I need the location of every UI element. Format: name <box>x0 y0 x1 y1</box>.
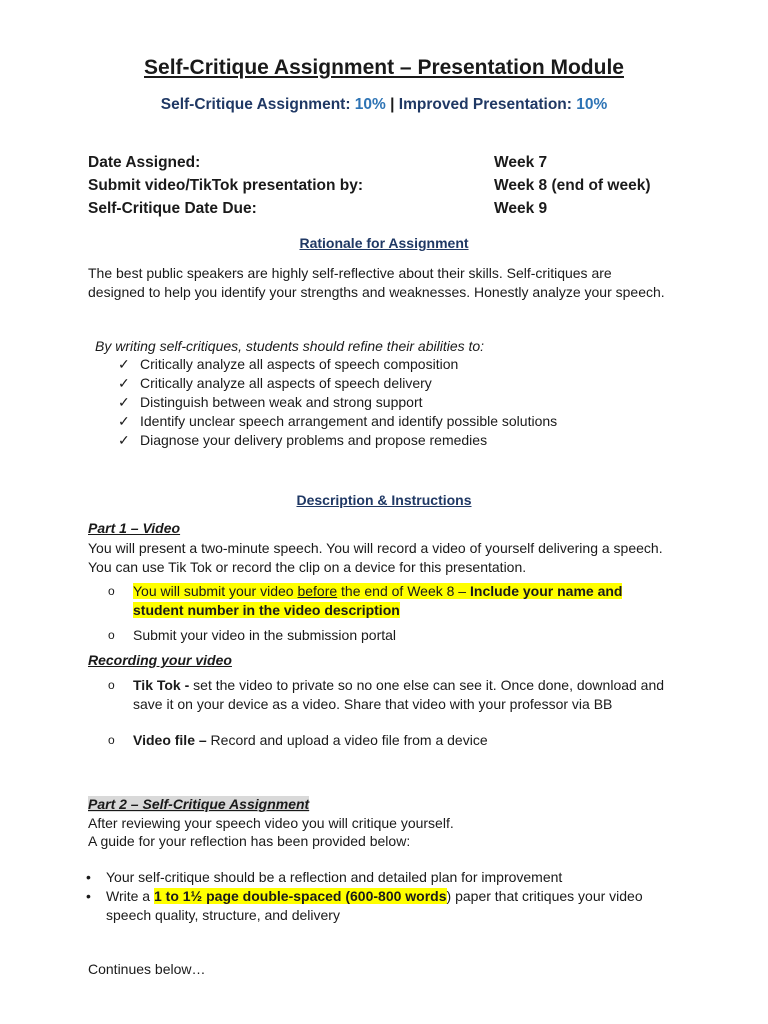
date-row-due <box>88 200 688 222</box>
date-value: Week 8 (end of week) <box>494 177 651 194</box>
part1-paragraph: You will present a two-minute speech. You will record a video of yourself delivering a speech. You can use Tik Tok or record the clip on a device for this presentation. <box>88 540 663 575</box>
checklist-item: ✓ Diagnose your delivery problems and propose remedies <box>118 432 488 448</box>
part2-bullet-reflection: • Your self-critique should be a reflection and detailed plan for improvement <box>86 869 563 885</box>
date-label: Submit video/TikTok presentation by: <box>88 177 364 194</box>
recording-title: Recording your video <box>88 652 232 668</box>
date-row-submit <box>88 177 688 199</box>
part2-line1: After reviewing your speech video you will critique yourself. <box>88 815 454 831</box>
checklist-item: ✓ Critically analyze all aspects of speech delivery <box>118 375 432 391</box>
weight-label-improved: Improved Presentation: <box>398 96 572 113</box>
date-label: Date Assigned: <box>88 154 201 171</box>
checklist-item: ✓ Distinguish between weak and strong support <box>118 394 423 410</box>
date-row-assigned <box>88 154 688 176</box>
recording-video-file: o Video file – Record and upload a video file from a device <box>108 732 488 748</box>
checkmark-icon: ✓ <box>118 375 130 391</box>
hollow-bullet-icon: o <box>108 628 115 642</box>
part2-bullet-length: • Write a 1 to 1½ page double-spaced (600-800 words) paper that critiques your video speech quality, structure, and delivery <box>86 888 643 923</box>
checkmark-icon: ✓ <box>118 413 130 429</box>
rationale-paragraph: The best public speakers are highly self-reflective about their skills. Self-critiques are designed to help you identify your strengths and weaknesses. Honestly analyze your speech. <box>88 265 665 300</box>
grading-weights <box>0 96 768 114</box>
weight-separator: | <box>390 96 395 113</box>
hollow-bullet-icon: o <box>108 584 115 598</box>
part1-item-portal: o Submit your video in the submission portal <box>108 627 397 643</box>
description-heading: Description & Instructions <box>296 492 472 508</box>
checklist-item: ✓ Identify unclear speech arrangement and identify possible solutions <box>118 413 558 429</box>
bullet-icon: • <box>86 869 91 885</box>
weight-value-self-critique: 10% <box>354 96 386 113</box>
part2-line2: A guide for your reflection has been provided below: <box>88 833 411 849</box>
checkmark-icon: ✓ <box>118 394 130 410</box>
continues-note: Continues below… <box>88 961 206 977</box>
date-value: Week 9 <box>494 200 548 217</box>
page-title: Self-Critique Assignment – Presentation Module <box>144 56 624 79</box>
checklist-item: ✓ Critically analyze all aspects of speech composition <box>118 356 459 372</box>
date-value: Week 7 <box>494 154 548 171</box>
rationale-intro: By writing self-critiques, students should refine their abilities to: <box>95 338 485 354</box>
hollow-bullet-icon: o <box>108 678 115 692</box>
weight-label-self-critique: Self-Critique Assignment: <box>160 96 351 113</box>
recording-tiktok: o Tik Tok - set the video to private so no one else can see it. Once done, download and save it on your device as a video. Share that video with your professor via BB <box>108 677 665 712</box>
part2-title: Part 2 – Self-Critique Assignment <box>88 796 310 812</box>
date-label: Self-Critique Date Due: <box>88 200 257 217</box>
part1-title: Part 1 – Video <box>88 520 181 536</box>
hollow-bullet-icon: o <box>108 733 115 747</box>
part1-item-submit-deadline: o You will submit your video before the end of Week 8 – Include your name and student number in the video description <box>108 583 623 618</box>
checkmark-icon: ✓ <box>118 432 130 448</box>
bullet-icon: • <box>86 888 91 904</box>
weight-value-improved: 10% <box>576 96 608 113</box>
rationale-heading: Rationale for Assignment <box>299 235 469 251</box>
checkmark-icon: ✓ <box>118 356 130 372</box>
